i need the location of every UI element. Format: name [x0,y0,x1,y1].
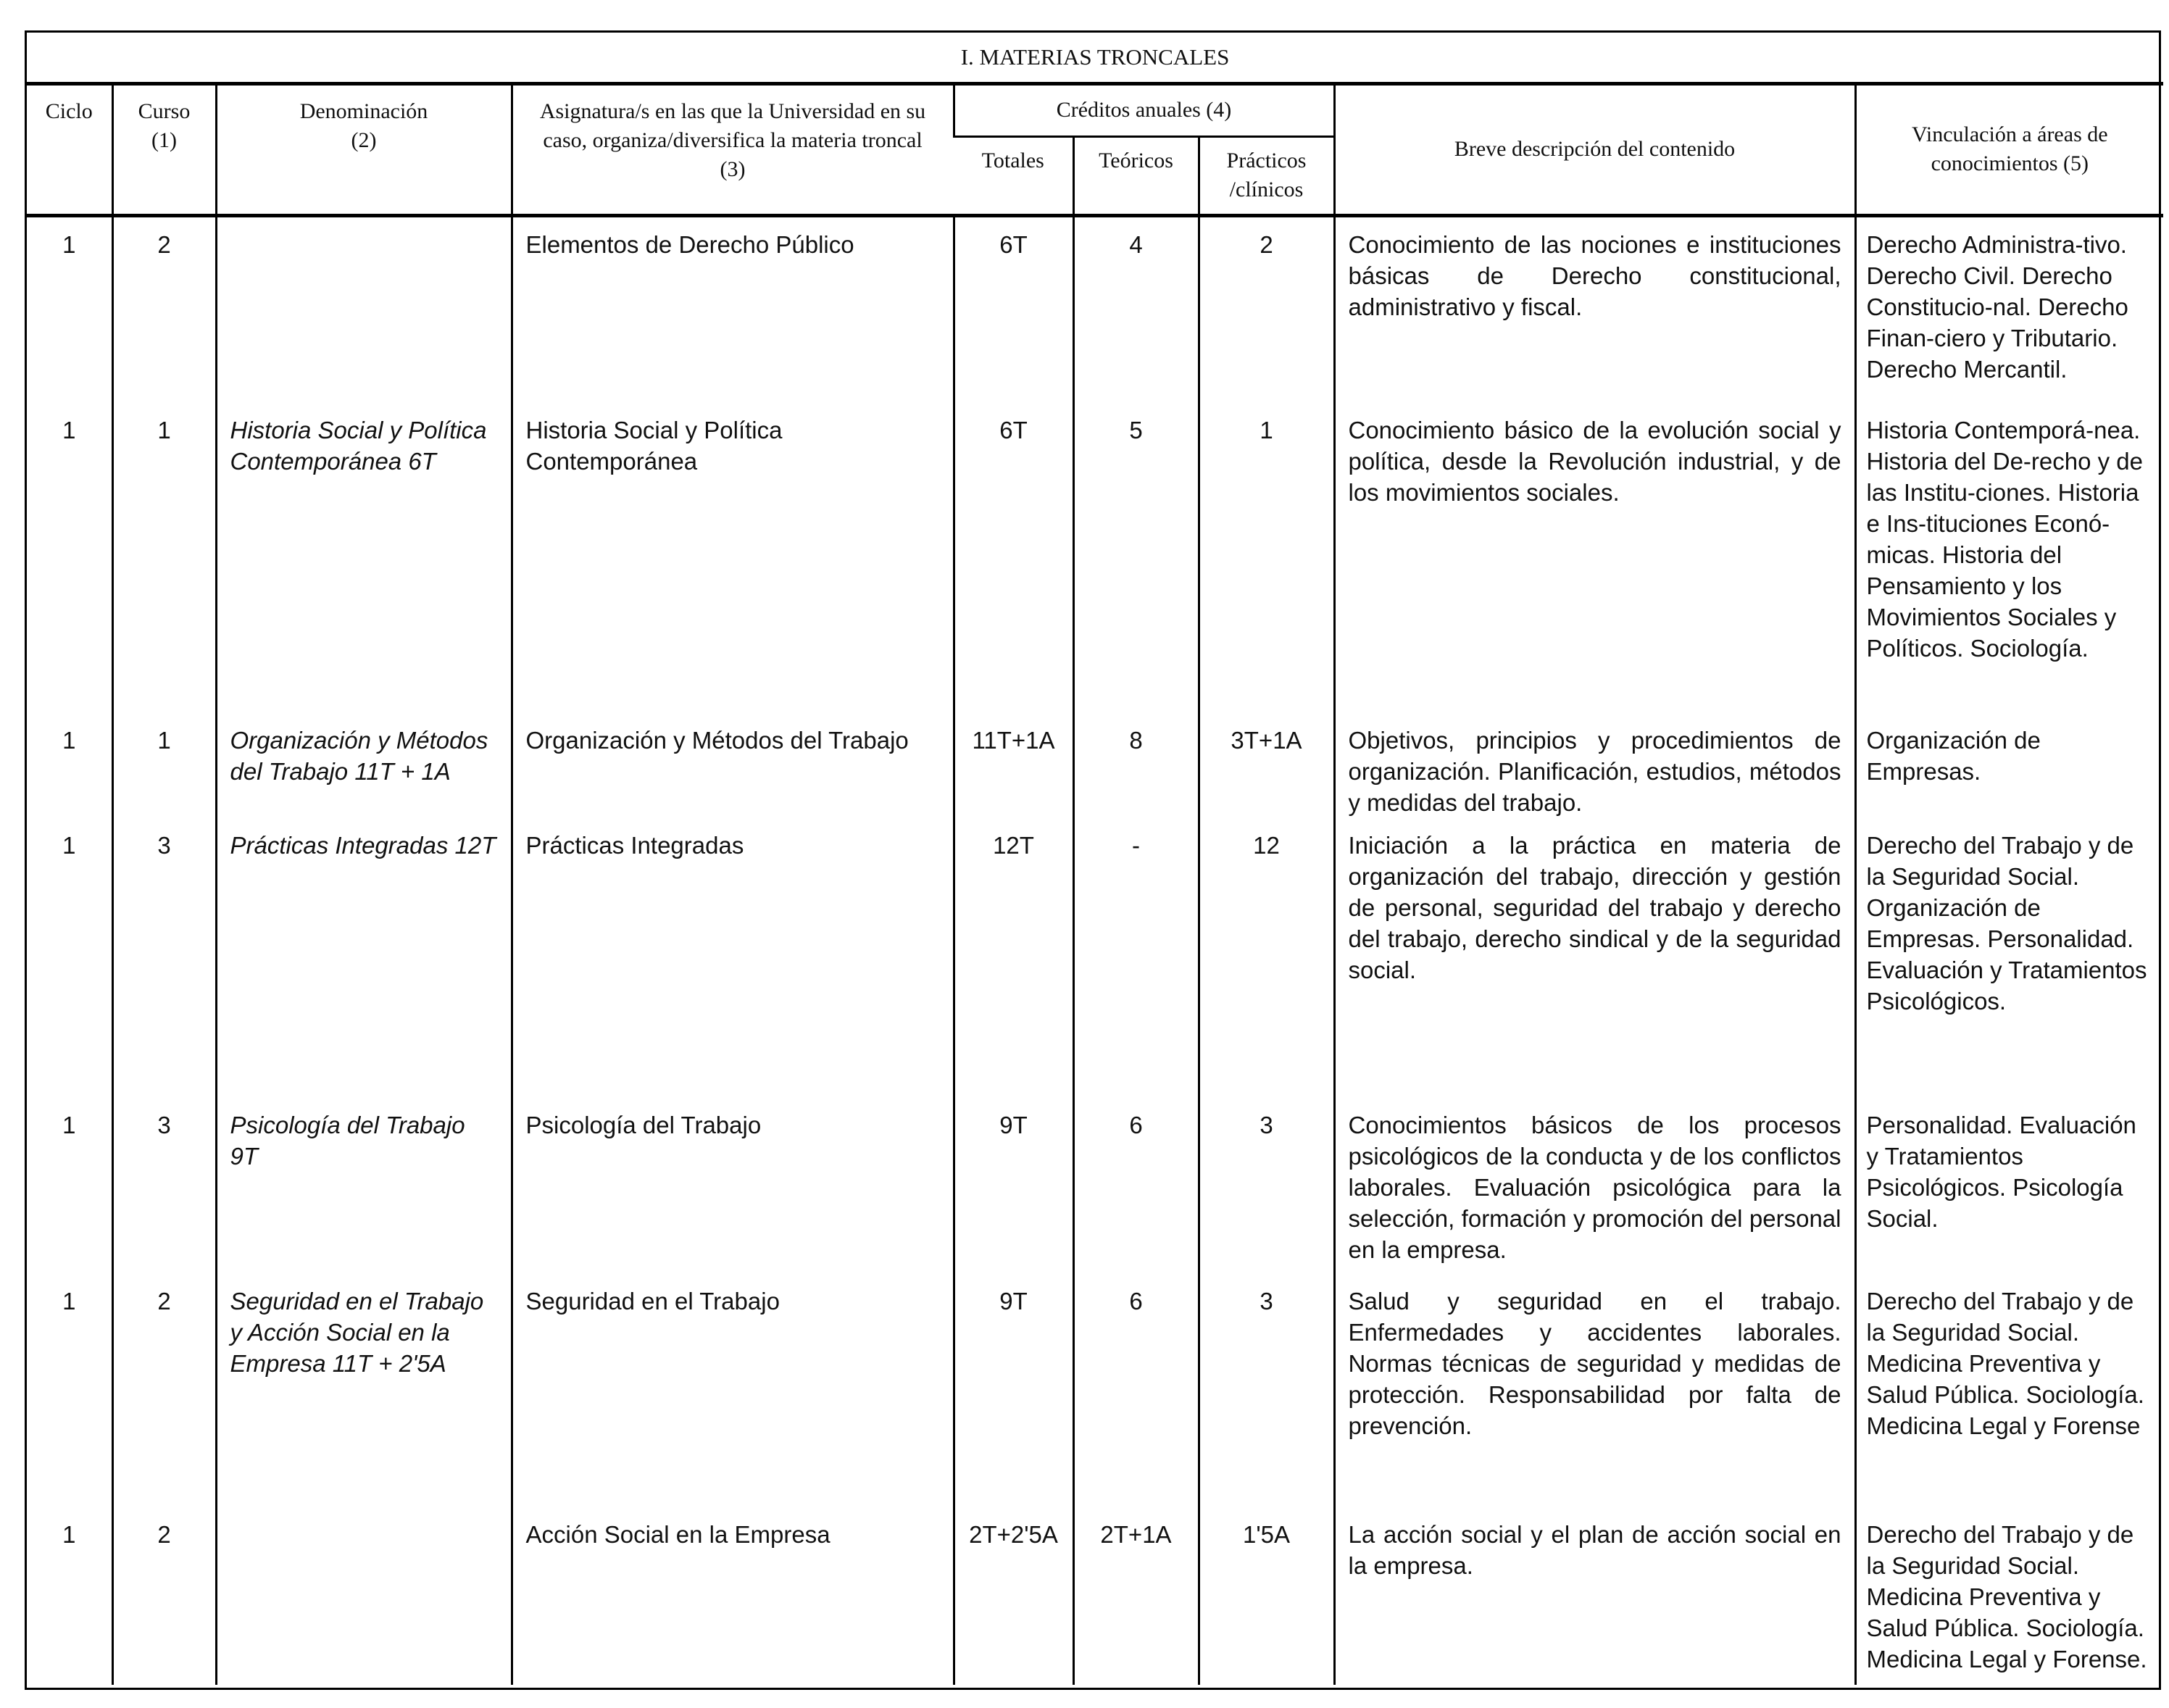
header-denominacion: Denominación (2) [216,84,512,216]
header-asignatura: Asignatura/s en las que la Universidad en su caso, organiza/diversifica la materia troncal (3) [512,84,954,216]
cell-totales: 6T [954,403,1073,713]
cell-vinculacion: Historia Contemporá-nea. Historia del De-recho y de las Institu-ciones. Historia e Ins-tituciones Econó-micas. Historia del Pensamiento y los Movimientos Sociales y Políticos. Sociología. [1855,403,2163,713]
cell-vinculacion: Organización de Empresas. [1855,713,2163,818]
cell-vinculacion: Derecho Administra-tivo. Derecho Civil. Derecho Constitucio-nal. Derecho Finan-ciero y Tributario. Derecho Mercantil. [1855,216,2163,403]
cell-practicos: 3 [1199,1098,1334,1274]
cell-ciclo: 1 [62,831,76,859]
cell-ciclo: 1 [62,1287,76,1315]
cell-curso: 1 [112,403,216,713]
cell-curso: 2 [112,1507,216,1685]
cell-curso: 2 [112,1274,216,1507]
cell-asignatura: Organización y Métodos del Trabajo [512,713,954,818]
cell-denominacion: Historia Social y Política Contemporánea 6T [216,403,512,713]
cell-teoricos: 5 [1073,403,1199,713]
cell-totales: 9T [954,1274,1073,1507]
cell-teoricos: 2T+1A [1073,1507,1199,1685]
cell-curso: 3 [112,818,216,1098]
cell-practicos: 3T+1A [1199,713,1334,818]
table-row [27,713,2163,818]
cell-practicos: 1'5A [1199,1507,1334,1685]
cell-asignatura: Prácticas Integradas [512,818,954,1098]
cell-ciclo: 1 [62,416,76,443]
cell-asignatura: Seguridad en el Trabajo [512,1274,954,1507]
cell-curso: 1 [112,713,216,818]
cell-descripcion: Iniciación a la práctica en materia de organización del trabajo, dirección y gestión de personal, seguridad del trabajo y derecho del trabajo, derecho sindical y de la seguridad social. [1334,818,1855,1098]
cell-denominacion: Psicología del Trabajo 9T [216,1098,512,1274]
cell-teoricos: 6 [1073,1274,1199,1507]
materias-troncales-table [25,30,2161,1690]
cell-vinculacion: Derecho del Trabajo y de la Seguridad Social. Organización de Empresas. Personalidad. Evaluación y Tratamientos Psicológicos. [1855,818,2163,1098]
header-creditos: Créditos anuales (4) [954,84,1334,137]
table-row [27,216,2163,403]
cell-asignatura: Acción Social en la Empresa [512,1507,954,1685]
header-totales: Totales [954,137,1073,216]
cell-denominacion [216,1507,512,1685]
table-title: I. MATERIAS TRONCALES [27,33,2163,84]
cell-vinculacion: Derecho del Trabajo y de la Seguridad Social. Medicina Preventiva y Salud Pública. Sociología. Medicina Legal y Forense [1855,1274,2163,1507]
cell-asignatura: Historia Social y Política Contemporánea [512,403,954,713]
cell-teoricos: 4 [1073,216,1199,403]
cell-totales: 11T+1A [954,713,1073,818]
cell-ciclo: 1 [62,231,76,258]
table-row [27,1507,2163,1685]
header-curso: Curso (1) [112,84,216,216]
cell-practicos: 3 [1199,1274,1334,1507]
header-ciclo: Ciclo [27,84,112,216]
cell-denominacion: Organización y Métodos del Trabajo 11T + 1A [216,713,512,818]
cell-practicos: 2 [1199,216,1334,403]
cell-asignatura: Psicología del Trabajo [512,1098,954,1274]
cell-teoricos: 8 [1073,713,1199,818]
cell-curso: 3 [112,1098,216,1274]
cell-denominacion: Prácticas Integradas 12T [216,818,512,1098]
cell-descripcion: Conocimiento de las nociones e instituciones básicas de Derecho constitucional, administrativo y fiscal. [1334,216,1855,403]
cell-teoricos: - [1073,818,1199,1098]
cell-descripcion: Conocimientos básicos de los procesos psicológicos de la conducta y de los conflictos laborales. Evaluación psicológica para la selección, formación y promoción del personal en la empresa. [1334,1098,1855,1274]
cell-descripcion: La acción social y el plan de acción social en la empresa. [1334,1507,1855,1685]
cell-ciclo: 1 [62,1111,76,1138]
cell-practicos: 1 [1199,403,1334,713]
cell-teoricos: 6 [1073,1098,1199,1274]
cell-totales: 9T [954,1098,1073,1274]
cell-denominacion [216,216,512,403]
header-teoricos: Teóricos [1073,137,1199,216]
cell-curso: 2 [112,216,216,403]
cell-asignatura: Elementos de Derecho Público [512,216,954,403]
cell-vinculacion: Personalidad. Evaluación y Tratamientos Psicológicos. Psicología Social. [1855,1098,2163,1274]
table-row [27,818,2163,1098]
cell-totales: 2T+2'5A [954,1507,1073,1685]
cell-totales: 12T [954,818,1073,1098]
cell-ciclo: 1 [62,726,76,754]
cell-vinculacion: Derecho del Trabajo y de la Seguridad Social. Medicina Preventiva y Salud Pública. Sociología. Medicina Legal y Forense. [1855,1507,2163,1685]
cell-denominacion: Seguridad en el Trabajo y Acción Social en la Empresa 11T + 2'5A [216,1274,512,1507]
cell-totales: 6T [954,216,1073,403]
header-descripcion: Breve descripción del contenido [1334,84,1855,216]
cell-descripcion: Salud y seguridad en el trabajo. Enfermedades y accidentes laborales. Normas técnicas de seguridad y medidas de protección. Responsabilidad por falta de prevención. [1334,1274,1855,1507]
header-vinculacion: Vinculación a áreas de conocimientos (5) [1855,84,2163,216]
cell-descripcion: Conocimiento básico de la evolución social y política, desde la Revolución industrial, y de los movimientos sociales. [1334,403,1855,713]
table-row [27,1274,2163,1507]
cell-descripcion: Objetivos, principios y procedimientos de organización. Planificación, estudios, métodos y medidas del trabajo. [1334,713,1855,818]
cell-practicos: 12 [1199,818,1334,1098]
header-practicos: Prácticos /clínicos [1199,137,1334,216]
table-row [27,403,2163,713]
cell-ciclo: 1 [62,1520,76,1548]
table-row [27,1098,2163,1274]
